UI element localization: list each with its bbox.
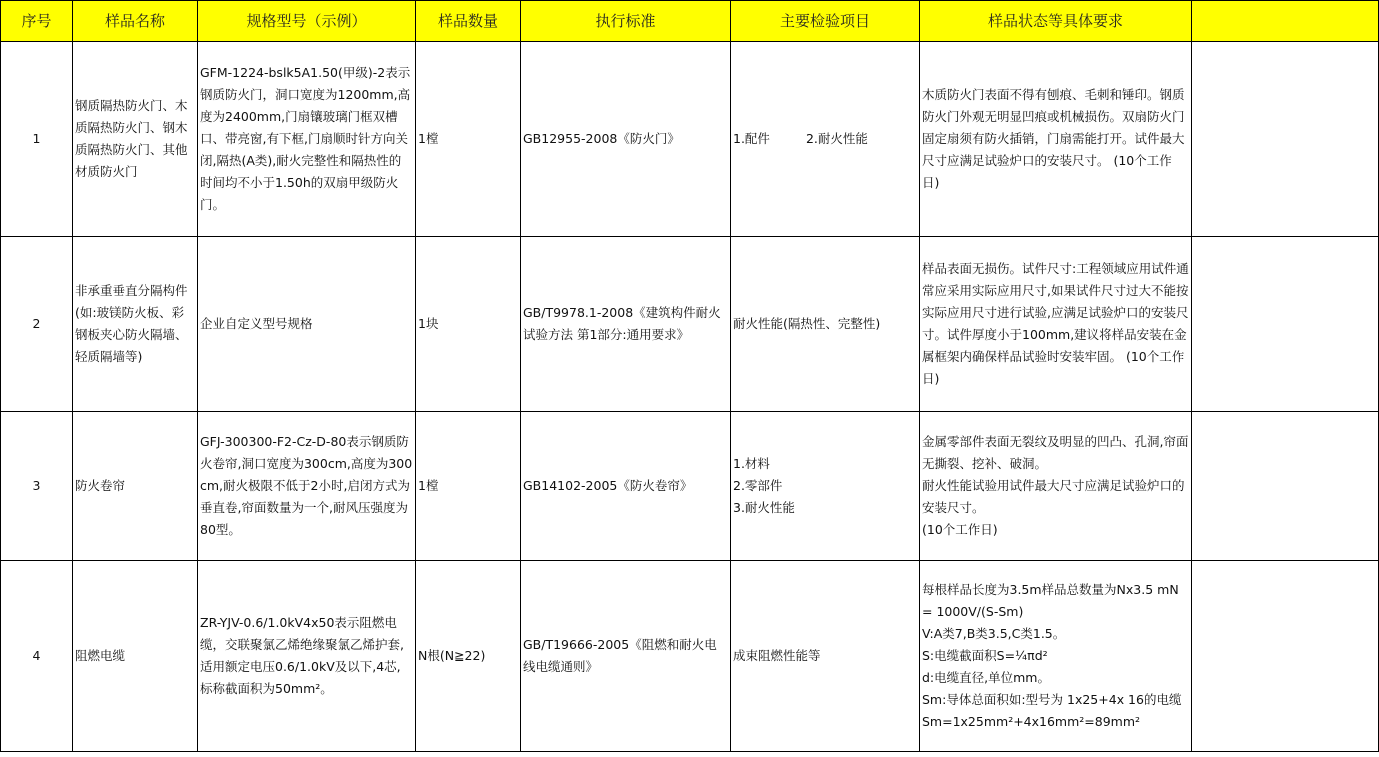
test-item: 3.耐火性能 [733,500,795,515]
cell-standard[interactable]: GB12955-2008《防火门》 [521,42,731,237]
requirement-line: Sm=1x25mm²+4x16mm²=89mm² [922,714,1141,729]
cell-quantity[interactable]: 1樘 [416,412,521,561]
cell-test-items[interactable]: 成束阻燃性能等 [731,561,920,752]
cell-quantity[interactable]: 1樘 [416,42,521,237]
requirement-line: (10个工作日) [922,522,998,537]
requirement-line: 耐火性能试验用试件最大尺寸应满足试验炉口的安装尺寸。 [922,478,1185,515]
cell-quantity[interactable]: N根(N≧22) [416,561,521,752]
requirement-line: V:A类7,B类3.5,C类1.5。 [922,626,1066,641]
cell-requirements[interactable] [920,561,1192,752]
requirement-line: S:电缆截面积S=¼πd² [922,648,1048,663]
cell-requirements[interactable]: 木质防火门表面不得有刨痕、毛刺和锤印。钢质防火门外观无明显凹痕或机械损伤。双扇防火门固定扇须有防火插销，门扇需能打开。试件最大尺寸应满足试验炉口的安装尺寸。 (10个工作日) [920,42,1192,237]
cell-quantity[interactable]: 1块 [416,237,521,412]
cell-requirements[interactable]: 样品表面无损伤。试件尺寸:工程领域应用试件通常应采用实际应用尺寸,如果试件尺寸过大不能按实际应用尺寸进行试验,应满足试验炉口的安装尺寸。试件厚度小于100mm,建议将样品安装在金属框架内确保样品试验时安装牢固。 (10个工作日) [920,237,1192,412]
cell-sample-name[interactable]: 钢质隔热防火门、木质隔热防火门、钢木质隔热防火门、其他材质防火门 [73,42,198,237]
cell-extra[interactable] [1192,412,1379,561]
test-item: 2.耐火性能 [805,131,868,146]
header-row [1,1,1379,42]
cell-no[interactable]: 3 [1,412,73,561]
header-test-items[interactable]: 主要检验项目 [731,1,920,42]
cell-requirements[interactable] [920,412,1192,561]
cell-sample-name[interactable]: 阻燃电缆 [73,561,198,752]
table-row [1,237,1379,412]
cell-no[interactable]: 2 [1,237,73,412]
cell-standard[interactable]: GB/T9978.1-2008《建筑构件耐火试验方法 第1部分:通用要求》 [521,237,731,412]
cell-sample-name[interactable]: 非承重垂直分隔构件(如:玻镁防火板、彩钢板夹心防火隔墙、轻质隔墙等) [73,237,198,412]
test-item: 2.零部件 [733,478,783,493]
table-row [1,42,1379,237]
requirement-line: 金属零部件表面无裂纹及明显的凹凸、孔洞,帘面无撕裂、挖补、破洞。 [922,434,1189,471]
header-sample-name[interactable]: 样品名称 [73,1,198,42]
cell-test-items[interactable] [731,42,920,237]
header-spec-model[interactable]: 规格型号（示例） [198,1,416,42]
cell-spec[interactable]: GFM-1224-bslk5A1.50(甲级)-2表示钢质防火门，洞口宽度为1200mm,高度为2400mm,门扇镶玻璃门框双槽口、带亮窗,有下框,门扇顺时针方向关闭,隔热(A类),耐火完整性和隔热性的时间均不小于1.50h的双扇甲级防火门。 [198,42,416,237]
cell-spec[interactable]: GFJ-300300-F2-Cz-D-80表示钢质防火卷帘,洞口宽度为300cm,高度为300cm,耐火极限不低于2小时,启闭方式为垂直卷,帘面数量为一个,耐风压强度为80型。 [198,412,416,561]
header-no[interactable]: 序号 [1,1,73,42]
header-requirements[interactable]: 样品状态等具体要求 [920,1,1192,42]
cell-extra[interactable] [1192,42,1379,237]
cell-test-items[interactable] [731,412,920,561]
cell-spec[interactable]: ZR-YJV-0.6/1.0kV4x50表示阻燃电缆，交联聚氯乙烯绝缘聚氯乙烯护套,适用额定电压0.6/1.0kV及以下,4芯,标称截面积为50mm²。 [198,561,416,752]
cell-extra[interactable] [1192,561,1379,752]
test-item: 1.材料 [733,456,770,471]
table-row [1,412,1379,561]
cell-standard[interactable]: GB14102-2005《防火卷帘》 [521,412,731,561]
header-extra[interactable] [1192,1,1379,42]
cell-sample-name[interactable]: 防火卷帘 [73,412,198,561]
table-row [1,561,1379,752]
cell-spec[interactable]: 企业自定义型号规格 [198,237,416,412]
cell-standard[interactable]: GB/T19666-2005《阻燃和耐火电线电缆通则》 [521,561,731,752]
requirement-line: d:电缆直径,单位mm。 [922,670,1050,685]
header-quantity[interactable]: 样品数量 [416,1,521,42]
cell-no[interactable]: 4 [1,561,73,752]
requirement-line: 每根样品长度为3.5m样品总数量为Nx3.5 mN= 1000V/(S-Sm) [922,582,1179,619]
cell-extra[interactable] [1192,237,1379,412]
requirement-line: Sm:导体总面积如:型号为 1x25+4x 16的电缆 [922,692,1182,707]
cell-no[interactable]: 1 [1,42,73,237]
cell-test-items[interactable]: 耐火性能(隔热性、完整性) [731,237,920,412]
header-standard[interactable]: 执行标准 [521,1,731,42]
test-item: 1.配件 [733,131,770,146]
